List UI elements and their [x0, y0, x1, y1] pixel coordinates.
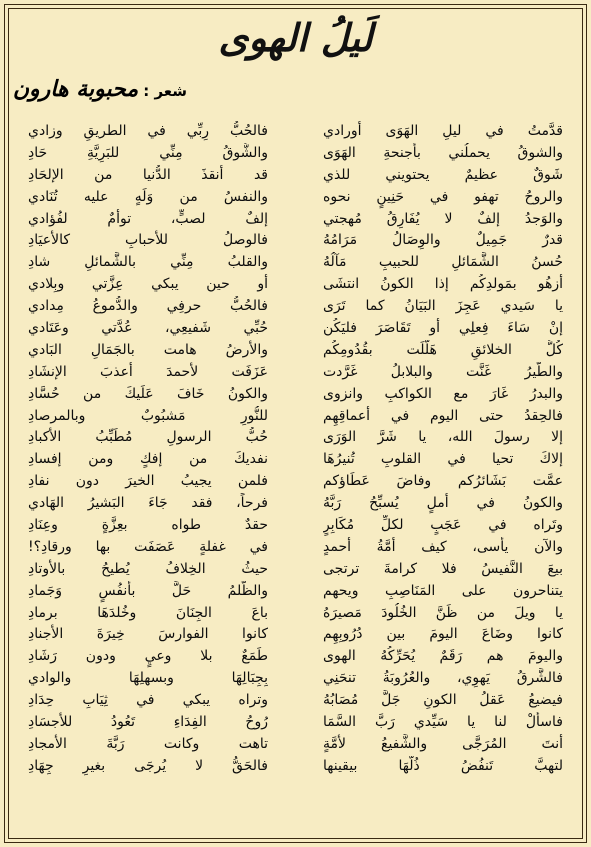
- verse-first-hemistich: بيعَ النَّفيسُ فلا كرامةَ ترتجى: [323, 560, 563, 577]
- verse-first-hemistich: عمَّت بَشَائرُكم وفاضَ عَطَاؤكم: [323, 473, 563, 490]
- verse-second-hemistich: وتراه يبكي في ثِيَابِ حِدَادِ: [28, 692, 268, 709]
- verse-line: [28, 427, 563, 449]
- verse-first-hemistich: قدرٌ جَمِيلٌ والوِصَالُ مَرَامُهُ: [323, 232, 563, 249]
- verse-first-hemistich: والطَّيرُ غَنَّت والبلابلُ غَرَّدت: [323, 363, 563, 380]
- verse-second-hemistich: والقلبُ مِنِّي بالشَّمائلِ شادِ: [28, 254, 268, 271]
- verse-line: [28, 121, 563, 143]
- verse-line: [28, 712, 563, 734]
- verse-line: [28, 406, 563, 428]
- verse-line: [28, 603, 563, 625]
- verse-second-hemistich: فالحَقُّ لا يُرجَى بغيرِ جِهَادِ: [28, 757, 268, 774]
- verse-second-hemistich: فالحُبُّ حرفِي والدُّموعُ مِدادي: [28, 298, 268, 315]
- verse-first-hemistich: شَوقٌ عظيمٌ يحتويني للذي: [323, 166, 563, 183]
- verse-first-hemistich: فيضيعُ عَقلُ الكونِ جَلَّ مُصَابُهُ: [323, 692, 563, 709]
- verse-second-hemistich: طَمَعٌ بلا وعيٍ ودون رَشَادِ: [28, 648, 268, 665]
- verse-line: [28, 690, 563, 712]
- verse-first-hemistich: فاسألْ لنا يا سَيِّدي رَبَّ السَّمَا: [323, 714, 563, 731]
- verse-line: [28, 537, 563, 559]
- verse-first-hemistich: فالحِقدُ حتى اليوم في أعماقِهِم: [323, 407, 563, 424]
- verse-line: [28, 668, 563, 690]
- verse-second-hemistich: تاهت وكانت رَبَّةَ الأمجادِ: [28, 735, 268, 752]
- verse-first-hemistich: والشوقُ يحملُني بأجنحةِ الهَوَى: [323, 144, 563, 161]
- verse-second-hemistich: عَزَفَت لأحمدَ أعذبَ الإنشَادِ: [28, 363, 268, 380]
- verse-second-hemistich: نفديكَ من إفكٍ ومن إفسادِ: [28, 451, 268, 468]
- verse-line: [28, 252, 563, 274]
- author-name: محبوبة هارون: [12, 77, 139, 102]
- verse-second-hemistich: والشُّوقُ مِنِّي للبَرِيَّةِ حَادِ: [28, 144, 268, 161]
- verse-second-hemistich: والظُّلمُ حَلَّ بأنفُسٍ وَجَمادِ: [28, 582, 268, 599]
- verse-line: [28, 646, 563, 668]
- verse-first-hemistich: إنْ سَاءَ فِعلِي أو تَقَاصَرَ فليَكُن: [323, 320, 563, 337]
- verse-line: [28, 340, 563, 362]
- verse-first-hemistich: إلاكَ تحيا في القلوبِ تُنيرُهَا: [323, 451, 563, 468]
- verse-first-hemistich: أزهُو بمَولدِكُم إذا الكونُ انتشَى: [323, 276, 563, 293]
- verse-line: [28, 165, 563, 187]
- verse-second-hemistich: حيثُ الخِلافُ يُطيحُ بالأوتادِ: [28, 560, 268, 577]
- verse-line: [28, 384, 563, 406]
- verse-second-hemistich: فلمن يجيبُ الخيرَ دون نفادِ: [28, 473, 268, 490]
- verse-first-hemistich: والروحُ تهفو في حَنِينٍ نحوه: [323, 188, 563, 205]
- verse-second-hemistich: حقدٌ طواه بعِزَّةٍ وعِنَادِ: [28, 517, 268, 534]
- poem-body: [28, 121, 563, 833]
- author-byline: [13, 76, 187, 105]
- verse-first-hemistich: قدَّمتُ في ليلِ الهَوَى أورادي: [323, 123, 563, 139]
- poem-title: لَيلُ الهوى: [218, 16, 373, 60]
- verse-first-hemistich: والوَجدُ إلفٌ لا يُفَارِقُ مُهجتي: [323, 210, 563, 227]
- verse-line: [28, 449, 563, 471]
- verse-first-hemistich: والآن يأسى، كيف أمَّةُ أحمدٍ: [323, 538, 563, 555]
- verse-line: [28, 515, 563, 537]
- verse-line: [28, 296, 563, 318]
- verse-second-hemistich: فرحاً، فقد جَاءَ البَشيرُ الهَادي: [28, 495, 268, 512]
- verse-first-hemistich: حُسنُ الشَّمَائلِ للحبيبِ مَآلُهُ: [323, 254, 563, 271]
- byline-label: شعر :: [143, 82, 187, 100]
- verse-first-hemistich: يا سَيدي عَجِزَ البَيَانُ كما تَرَى: [323, 298, 563, 315]
- verse-line: [28, 624, 563, 646]
- verse-line: [28, 318, 563, 340]
- verse-second-hemistich: والكونُ خَافَ عَلَيكَ من حُسَّادِ: [28, 385, 268, 402]
- verse-line: [28, 493, 563, 515]
- verse-first-hemistich: إلا رسولَ الله، يا شَرَّ الوَرَى: [323, 429, 563, 446]
- verse-first-hemistich: والكونُ في أملٍ يُسبِّحُ رَبَّهُ: [323, 495, 563, 512]
- verse-first-hemistich: والبدرُ غَارَ مع الكواكبِ وانزوى: [323, 385, 563, 402]
- verse-second-hemistich: والنفسُ من وَلَهٍ عليه تُنَادي: [28, 188, 268, 205]
- verse-second-hemistich: والأرضُ هامت بالجَمَالِ البَادي: [28, 341, 268, 358]
- verse-line: [28, 581, 563, 603]
- verse-line: [28, 559, 563, 581]
- verse-second-hemistich: للنُّورِ مَشبُوبٌ وبالمرصادِ: [28, 407, 268, 424]
- verse-first-hemistich: واليومَ هم رَقَمٌ يُحَرِّكُهُ الهوى: [323, 648, 563, 665]
- verse-second-hemistich: باعَ الجِنَانَ وخُلدَهَا برمادِ: [28, 604, 268, 621]
- verse-first-hemistich: فالشَّرقُ يَهوِي، والعُرُوبَةُ تنحَنِي: [323, 670, 563, 687]
- verse-line: [28, 362, 563, 384]
- verse-first-hemistich: كُلُّ الخلائقِ هَلَّلَت بقُدُومِكُم: [323, 341, 563, 358]
- verse-second-hemistich: فالحُبُّ رِبِّي في الطريقِ وزادي: [28, 123, 268, 139]
- verse-first-hemistich: أنتَ المُرَجَّى والشَّفيعُ لأمَّةٍ: [323, 735, 563, 752]
- verse-first-hemistich: كانوا وضَاعَ اليومَ بين دُرُوبِهِم: [323, 626, 563, 643]
- verse-line: [28, 143, 563, 165]
- verse-second-hemistich: قد أنقذَ الدُّنيا من الإلحَادِ: [28, 166, 268, 183]
- verse-line: [28, 756, 563, 778]
- verse-second-hemistich: في غفلةٍ عَصَفَت بها ورقادِ؟!: [28, 538, 268, 555]
- verse-line: [28, 209, 563, 231]
- verse-second-hemistich: حُبِّي شَفيعِي، عُدَّتي وعَتَادي: [28, 320, 268, 337]
- verse-second-hemistich: إلفٌ لصبٍّ، توأمٌ لفُؤادي: [28, 210, 268, 227]
- verse-second-hemistich: أو حين يبكي عِزَّتي وبِلادي: [28, 276, 268, 293]
- verse-line: [28, 230, 563, 252]
- verse-line: [28, 187, 563, 209]
- verse-second-hemistich: فالوصلُ للأحبابِ كالأعيَادِ: [28, 232, 268, 249]
- verse-line: [28, 471, 563, 493]
- verse-second-hemistich: بِجِبَالِهَا وبسهلِهَا والوادي: [28, 670, 268, 687]
- verse-line: [28, 274, 563, 296]
- verse-first-hemistich: يتناحرون على المَنَاصِبِ ويحهم: [323, 582, 563, 599]
- verse-first-hemistich: يا ويلَ من ظَنَّ الخُلُودَ مَصيرَهُ: [323, 604, 563, 621]
- verse-second-hemistich: رُوحُ الفِدَاءِ تَعُودُ للأجسَادِ: [28, 714, 268, 731]
- verse-first-hemistich: لتهبَّ تَنفُضُ ذُلَّهَا بيقينها: [323, 757, 563, 774]
- verse-first-hemistich: وتَراه في عَجَبٍ لكلِّ مُكَابِرٍ: [323, 517, 563, 534]
- verse-line: [28, 734, 563, 756]
- verse-second-hemistich: كانوا الفوارسَ خِيرَةَ الأجنادِ: [28, 626, 268, 643]
- verse-second-hemistich: حُبُّ الرسولِ مُطَبِّبُ الأكبادِ: [28, 429, 268, 446]
